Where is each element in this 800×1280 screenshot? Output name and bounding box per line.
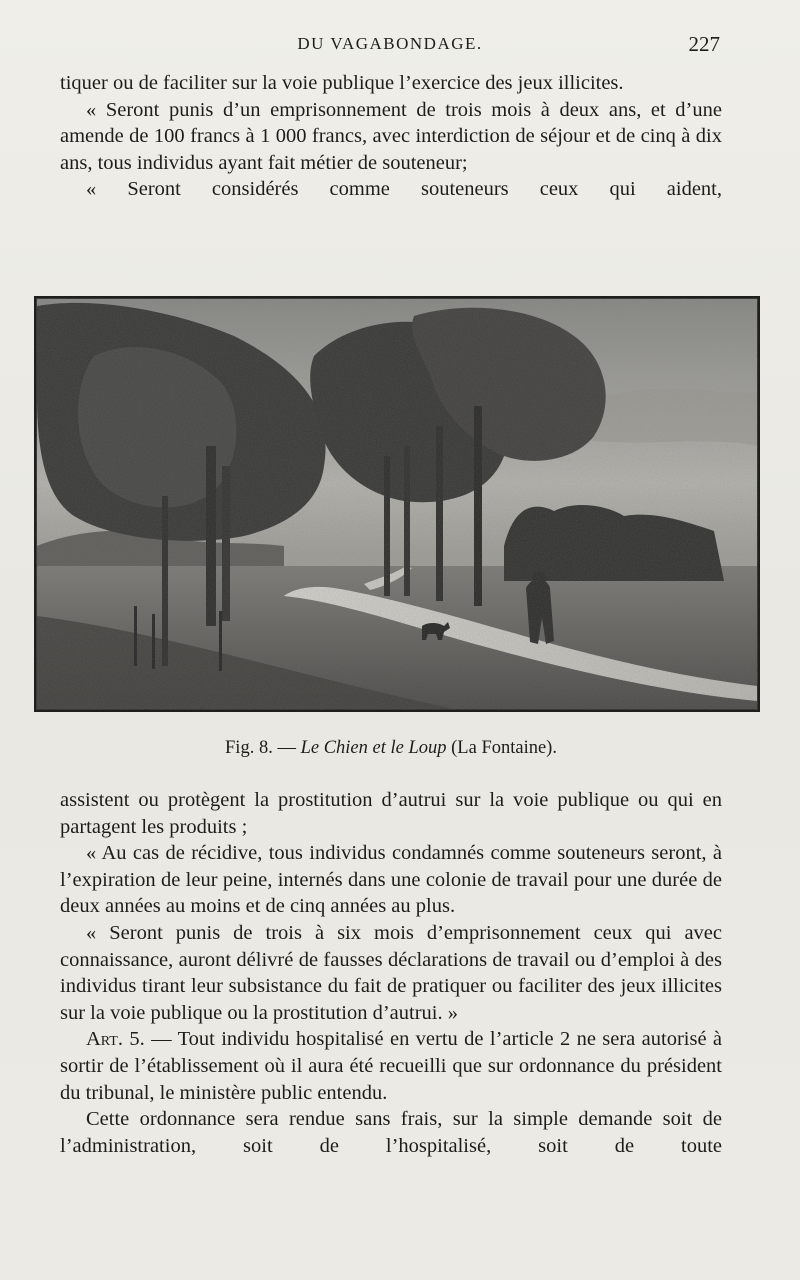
landscape-photograph <box>34 296 760 712</box>
paragraph-souteneur-continuation: assistent ou protègent la prostitution d’autrui sur la voie publique ou qui en partagent les produits ; <box>60 789 722 838</box>
paragraph-continuation: tiquer ou de faciliter sur la voie publique l’exercice des jeux illicites. <box>60 72 624 94</box>
caption-prefix: Fig. 8. — <box>225 738 301 758</box>
article-number: 5. — <box>122 1028 178 1051</box>
paragraph-false-declarations: « Seront punis de trois à six mois d’emprisonnement ceux qui avec connaissance, auront délivré de fausses déclarations de travail ou d’emploi à des individus tirant leur subsistance du fait de pratiquer ou faciliter des jeux illicites sur la voie publique ou la prostitution d’autrui. » <box>60 921 722 1024</box>
paragraph-article-5 <box>60 1026 722 1106</box>
running-title: DU VAGABONDAGE. <box>297 34 483 53</box>
caption-title: Le Chien et le Loup <box>300 738 447 758</box>
running-head <box>60 34 720 58</box>
figure-photograph <box>34 296 760 712</box>
caption-suffix: (La Fontaine). <box>446 738 557 758</box>
paragraph-souteneur-definition: « Seront considérés comme souteneurs ceux qui aident, <box>86 178 722 201</box>
paragraph-recidive: « Au cas de récidive, tous individus condamnés comme souteneurs seront, à l’expiration de leur peine, internés dans une colonie de travail pour une durée de deux années au moins et de cinq années au plus. <box>60 842 722 918</box>
top-text-block <box>60 70 722 203</box>
figure-caption <box>60 738 722 759</box>
page-number: 227 <box>688 32 720 56</box>
article-text: Tout individu hospitalisé en vertu de l’article 2 ne sera autorisé à sortir de l’établissement où il aura été recueilli que sur ordonnance du président du tribunal, le ministère public entendu. <box>60 1028 722 1104</box>
paragraph-ordonnance: Cette ordonnance sera rendue sans frais, sur la simple demande soit de l’administration, soit de l’hospitalisé, soit de toute <box>60 1108 722 1157</box>
bottom-text-block <box>60 787 722 1159</box>
article-label: Art. <box>86 1028 123 1051</box>
paragraph-souteneur-penalty: « Seront punis d’un emprisonnement de trois mois à deux ans, et d’une amende de 100 francs à 1 000 francs, avec interdiction de séjour et de cinq à dix ans, tous individus ayant fait métier de souteneur; <box>60 98 722 174</box>
